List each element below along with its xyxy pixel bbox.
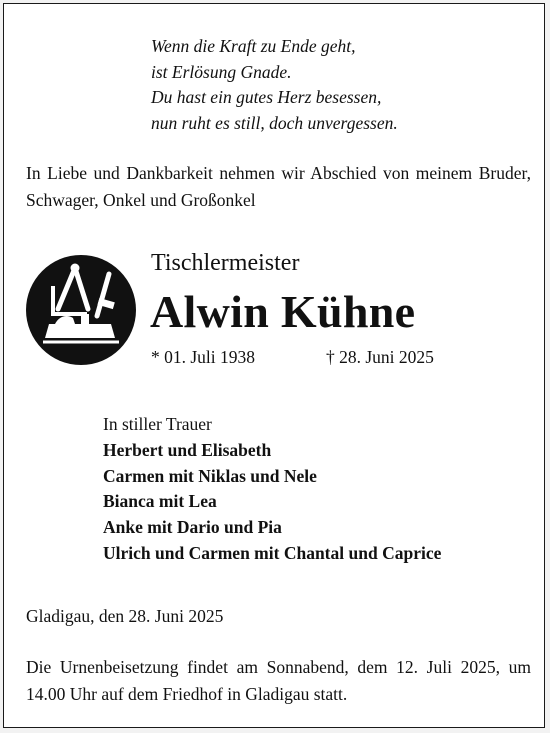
- birth-date: * 01. Juli 1938: [151, 347, 256, 367]
- poem-line: Du hast ein gutes Herz besessen,: [151, 87, 382, 107]
- mourner-entry: Anke mit Dario und Pia: [103, 517, 282, 538]
- deceased-name: Alwin Kühne: [150, 286, 416, 337]
- poem-line: Wenn die Kraft zu Ende geht,: [151, 36, 356, 56]
- mourner-entry: Herbert und Elisabeth: [103, 439, 272, 460]
- mourner-entry: Ulrich und Carmen mit Chantal und Caprice: [103, 542, 442, 563]
- death-date: † 28. Juni 2025: [326, 347, 434, 367]
- place-and-date: Gladigau, den 28. Juni 2025: [26, 606, 224, 626]
- mourner-entry: Bianca mit Lea: [103, 491, 217, 512]
- obituary-notice: [3, 3, 545, 728]
- poem-line: nun ruht es still, doch unvergessen.: [151, 112, 398, 133]
- poem-line: ist Erlösung Gnade.: [151, 61, 292, 82]
- mourners-list: [103, 412, 441, 567]
- mourners-heading: In stiller Trauer: [103, 414, 212, 434]
- burial-notice: Die Urnenbeisetzung findet am Sonnabend, dem 12. Juli 2025, um 14.00 Uhr auf dem Friedhof in Gladigau statt.: [26, 657, 531, 704]
- intro-text: In Liebe und Dankbarkeit nehmen wir Abschied von meinem Bruder, Schwager, Onkel und Großonkel: [26, 163, 531, 210]
- mourner-entry: Carmen mit Niklas und Nele: [103, 465, 317, 486]
- poem: [151, 34, 398, 136]
- profession: Tischlermeister: [151, 250, 300, 276]
- carpenter-tools-emblem-icon: [25, 254, 137, 366]
